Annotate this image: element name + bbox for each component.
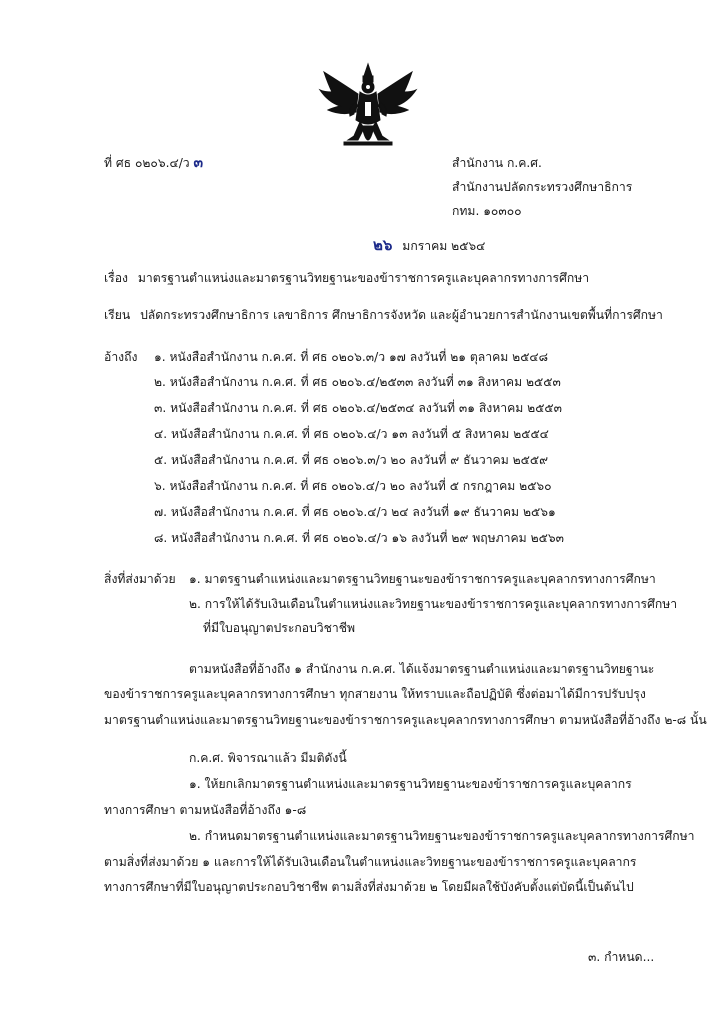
office-line-1: สำนักงาน ก.ค.ศ. [452,156,542,170]
date-day-handwritten: ๒๖ [373,236,393,254]
reference-item: ๑. หนังสือสำนักงาน ก.ค.ศ. ที่ ศธ ๐๒๐๖.๓/ว ๑๗ ลงวันที่ ๒๑ ตุลาคม ๒๕๔๘ [154,350,549,364]
addressee-text: ปลัดกระทรวงศึกษาธิการ เลขาธิการ ศึกษาธิการจังหวัด และผู้อำนวยการสำนักงานเขตพื้นที่การศึกษา [140,308,663,322]
reference-item: ๖. หนังสือสำนักงาน ก.ค.ศ. ที่ ศธ ๐๒๐๖.๔/ว ๒๐ ลงวันที่ ๕ กรกฎาคม ๒๕๖๐ [154,479,552,493]
addressee-label: เรียน [104,308,131,322]
body-paragraph-3-line: ทางการศึกษา ตามหนังสือที่อ้างถึง ๑-๘ [104,803,307,817]
garuda-emblem-icon [318,62,418,154]
date-month-year: มกราคม ๒๕๖๔ [402,239,486,253]
office-line-3: กทม. ๑๐๓๐๐ [452,204,522,218]
body-paragraph-2: ก.ค.ศ. พิจารณาแล้ว มีมติดังนี้ [189,751,347,765]
body-paragraph-1-line: มาตรฐานตำแหน่งและมาตรฐานวิทยฐานะของข้าราชการครูและบุคลากรทางการศึกษา ตามหนังสือที่อ้างถึง ๒-๘ นั้น [104,713,707,727]
enclosures-label: สิ่งที่ส่งมาด้วย [104,572,176,586]
subject-label: เรื่อง [104,271,128,285]
reference-item: ๕. หนังสือสำนักงาน ก.ค.ศ. ที่ ศธ ๐๒๐๖.๓/ว ๒๐ ลงวันที่ ๙ ธันวาคม ๒๕๕๙ [154,453,549,467]
subject-text: มาตรฐานตำแหน่งและมาตรฐานวิทยฐานะของข้าราชการครูและบุคลากรทางการศึกษา [137,271,590,285]
reference-item: ๓. หนังสือสำนักงาน ก.ค.ศ. ที่ ศธ ๐๒๐๖.๔/๒๕๓๔ ลงวันที่ ๓๑ สิงหาคม ๒๕๕๓ [154,401,562,415]
reference-item: ๘. หนังสือสำนักงาน ก.ค.ศ. ที่ ศธ ๐๒๐๖.๔/ว ๑๖ ลงวันที่ ๒๙ พฤษภาคม ๒๕๖๓ [154,531,564,545]
continued-marker: ๓. กำหนด... [588,950,655,964]
reference-item: ๗. หนังสือสำนักงาน ก.ค.ศ. ที่ ศธ ๐๒๐๖.๔/ว ๒๔ ลงวันที่ ๑๙ ธันวาคม ๒๕๖๑ [154,505,556,519]
enclosure-item-2: ๒. การให้ได้รับเงินเดือนในตำแหน่งและวิทยฐานะของข้าราชการครูและบุคลากรทางการศึกษา [189,597,678,611]
reference-item: ๒. หนังสือสำนักงาน ก.ค.ศ. ที่ ศธ ๐๒๐๖.๔/๒๕๓๓ ลงวันที่ ๓๑ สิงหาคม ๒๕๕๓ [154,375,561,389]
office-line-2: สำนักงานปลัดกระทรวงศึกษาธิการ [452,180,633,194]
body-paragraph-1-line: ตามหนังสือที่อ้างถึง ๑ สำนักงาน ก.ค.ศ. ได้แจ้งมาตรฐานตำแหน่งและมาตรฐานวิทยฐานะ [189,662,655,676]
body-paragraph-3-line: ๑. ให้ยกเลิกมาตรฐานตำแหน่งและมาตรฐานวิทยฐานะของข้าราชการครูและบุคลากร [189,777,632,791]
body-paragraph-4-line: ตามสิ่งที่ส่งมาด้วย ๑ และการให้ได้รับเงินเดือนในตำแหน่งและวิทยฐานะของข้าราชการครูและบุคลากร [104,855,637,869]
addressee-line [104,307,663,323]
enclosure-item-2-cont: ที่มีใบอนุญาตประกอบวิชาชีพ [203,621,356,635]
body-paragraph-4-line: ทางการศึกษาที่มีใบอนุญาตประกอบวิชาชีพ ตามสิ่งที่ส่งมาด้วย ๒ โดยมีผลใช้บังคับตั้งแต่บัดนี้เป็นต้นไป [104,880,634,894]
body-paragraph-4-line: ๒. กำหนดมาตรฐานตำแหน่งและมาตรฐานวิทยฐานะของข้าราชการครูและบุคลากรทางการศึกษา [189,829,695,843]
letter-date [373,237,485,254]
body-paragraph-1-line: ของข้าราชการครูและบุคลากรทางการศึกษา ทุกสายงาน ให้ทราบและถือปฏิบัติ ซึ่งต่อมาได้มีการปรับปรุง [104,687,646,701]
references-label: อ้างถึง [104,350,138,364]
reference-item: ๔. หนังสือสำนักงาน ก.ค.ศ. ที่ ศธ ๐๒๐๖.๔/ว ๑๓ ลงวันที่ ๕ สิงหาคม ๒๕๕๔ [154,427,549,441]
enclosure-item-1: ๑. มาตรฐานตำแหน่งและมาตรฐานวิทยฐานะของข้าราชการครูและบุคลากรทางการศึกษา [189,572,656,586]
subject-line [104,270,589,286]
document-number-handwritten: ๓ [193,155,204,171]
document-number [104,155,203,171]
document-number-prefix: ที่ ศธ ๐๒๐๖.๔/ว [104,156,190,170]
